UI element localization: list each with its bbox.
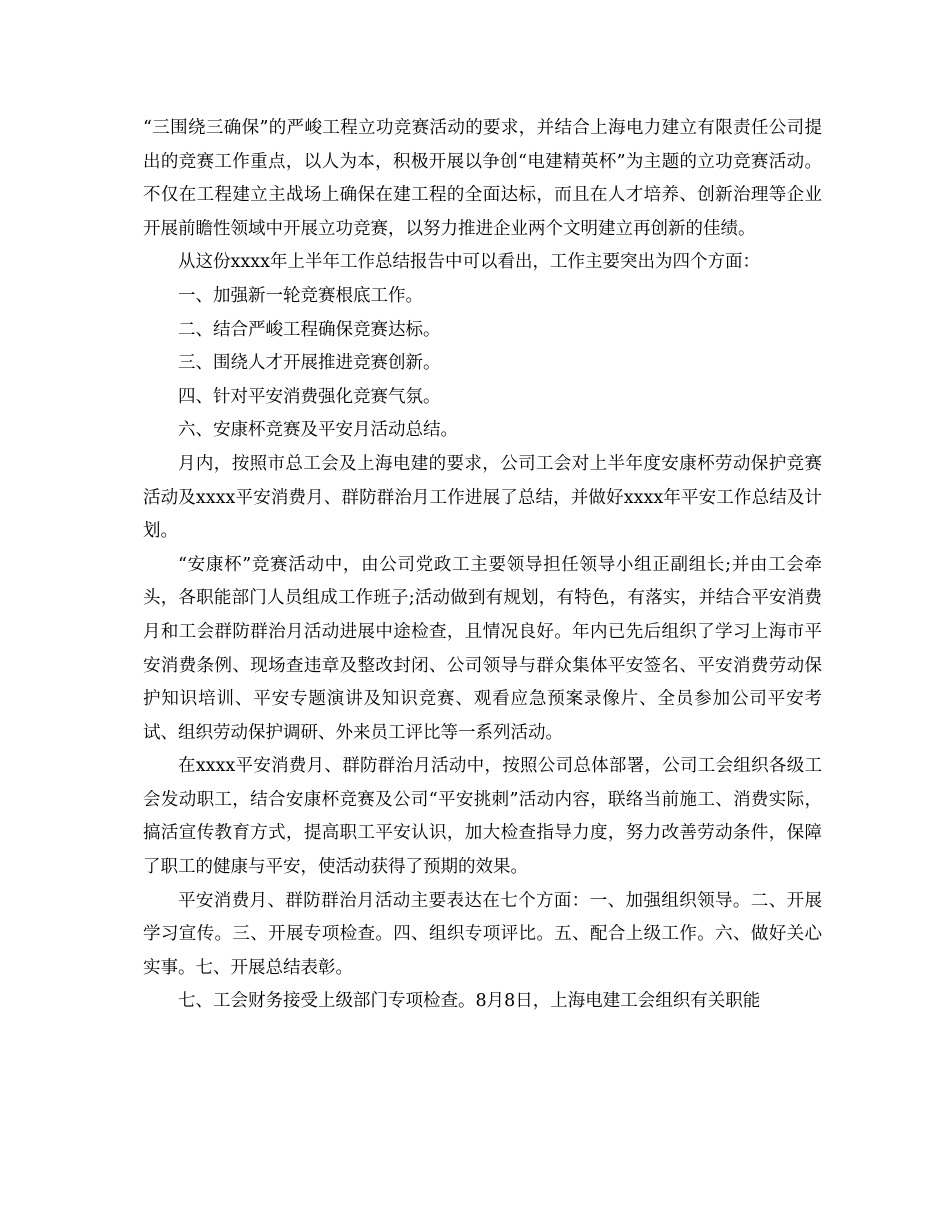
paragraph-2: 从这份xxxx年上半年工作总结报告中可以看出，工作主要突出为四个方面： [178,252,760,273]
paragraph-12: 七、工会财务接受上级部门专项检查。8月8日，上海电建工会组织有关职能 [178,991,761,1012]
paragraph-11: 平安消费月、群防群治月活动主要表达在七个方面：一、加强组织领导。二、开展学习宣传。三、开展专项检查。四、组织专项评比。五、配合上级工作。六、做好关心实事。七、开展总结表彰。 [143,890,822,978]
paragraph-4: 二、结合严峻工程确保竞赛达标。 [178,319,441,340]
paragraph-6: 四、针对平安消费强化竞赛气氛。 [178,386,441,407]
paragraph-7: 六、安康杯竞赛及平安月活动总结。 [178,420,458,441]
paragraph-3: 一、加强新一轮竞赛根底工作。 [178,285,423,306]
paragraph-8: 月内，按照市总工会及上海电建的要求，公司工会对上半年度安康杯劳动保护竞赛活动及xxxx平安消费月、群防群治月工作进展了总结，并做好xxxx年平安工作总结及计划。 [143,453,822,542]
paragraph-9: “安康杯”竞赛活动中，由公司党政工主要领导担任领导小组正副组长;并由工会牵头，各职能部门人员组成工作班子;活动做到有规划，有特色，有落实，并结合平安消费月和工会群防群治月活动进展中途检查，且情况良好。年内已先后组织了学习上海市平安消费条例、现场查违章及整改封闭、公司领导与群众集体平安签名、平安消费劳动保护知识培训、平安专题演讲及知识竞赛、观看应急预案录像片、全员参加公司平安考试、组织劳动保护调研、外来员工评比等一系列活动。 [143,554,822,743]
paragraph-5: 三、围绕人才开展推进竞赛创新。 [178,353,441,374]
paragraph-10: 在xxxx平安消费月、群防群治月活动中，按照公司总体部署，公司工会组织各级工会发动职工，结合安康杯竞赛及公司“平安挑刺”活动内容，联络当前施工、消费实际，搞活宣传教育方式，提高职工平安认识，加大检查指导力度，努力改善劳动条件，保障了职工的健康与平安，使活动获得了预期的效果。 [143,756,822,878]
paragraph-1: “三围绕三确保”的严峻工程立功竞赛活动的要求，并结合上海电力建立有限责任公司提出的竞赛工作重点，以人为本，积极开展以争创“电建精英杯”为主题的立功竞赛活动。不仅在工程建立主战场上确保在建工程的全面达标，而且在人才培养、创新治理等企业开展前瞻性领域中开展立功竞赛，以努力推进企业两个文明建立再创新的佳绩。 [143,118,822,239]
